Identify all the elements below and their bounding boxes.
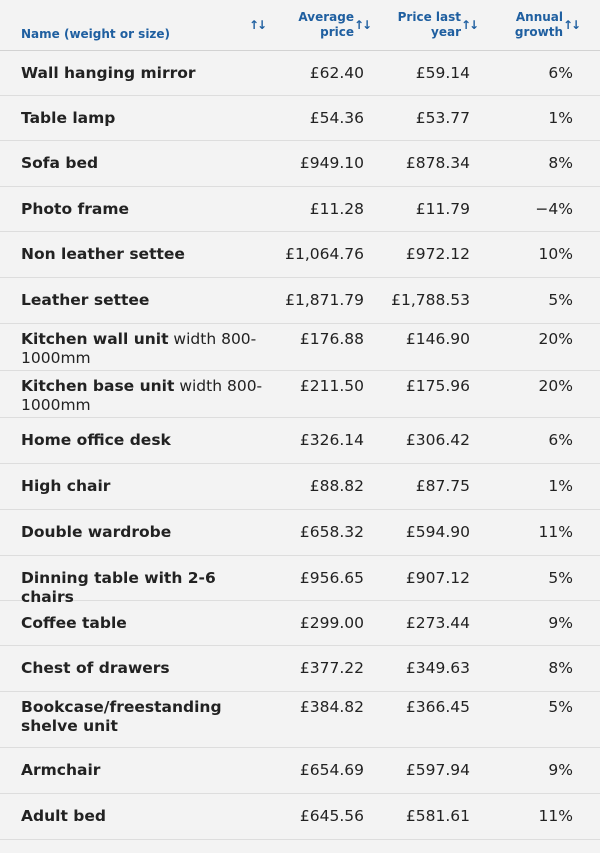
average-price-cell: £11.28	[309, 200, 364, 218]
item-name	[21, 377, 271, 415]
average-price-cell: £658.32	[299, 523, 364, 541]
sort-updown-icon[interactable]: ↑↓	[563, 18, 580, 32]
price-last-year-cell: £87.75	[415, 477, 470, 495]
sort-updown-icon[interactable]: ↑↓	[249, 18, 266, 32]
item-name-label: Wall hanging mirror	[21, 64, 196, 82]
average-price-cell: £377.22	[299, 659, 364, 677]
item-name-label: Non leather settee	[21, 245, 185, 263]
annual-growth-cell: 5%	[548, 291, 573, 309]
item-size-note: width 800-1000mm	[21, 330, 257, 367]
average-price-cell: £299.00	[299, 614, 364, 632]
price-last-year-cell: £53.77	[415, 109, 470, 127]
column-header-annual-growth[interactable]: Annual growth	[514, 10, 563, 39]
item-name	[21, 807, 271, 826]
item-name	[21, 200, 271, 219]
price-last-year-cell: £273.44	[405, 614, 470, 632]
column-header-name[interactable]: Name (weight or size)	[21, 27, 171, 41]
average-price-cell: £326.14	[299, 431, 364, 449]
annual-growth-cell: 20%	[538, 377, 573, 395]
table-row	[0, 692, 600, 748]
price-last-year-cell: £597.94	[405, 761, 470, 779]
sort-updown-icon[interactable]: ↑↓	[461, 18, 478, 32]
table-row	[0, 464, 600, 510]
column-header-price-last-year[interactable]: Price last year	[397, 10, 461, 39]
table-row	[0, 141, 600, 187]
table-row	[0, 748, 600, 794]
average-price-cell: £645.56	[299, 807, 364, 825]
item-name	[21, 431, 271, 450]
item-name	[21, 614, 271, 633]
table-row	[0, 187, 600, 232]
average-price-cell: £88.82	[309, 477, 364, 495]
price-last-year-cell: £972.12	[405, 245, 470, 263]
item-name-label: Dinning table with 2-6 chairs	[21, 569, 216, 606]
table-row	[0, 601, 600, 646]
item-name	[21, 523, 271, 542]
table-row	[0, 510, 600, 556]
average-price-cell: £384.82	[299, 698, 364, 716]
price-last-year-cell: £59.14	[415, 64, 470, 82]
price-last-year-cell: £366.45	[405, 698, 470, 716]
column-header-average-price[interactable]: Average price	[298, 10, 354, 39]
average-price-cell: £176.88	[299, 330, 364, 348]
item-name-label: Double wardrobe	[21, 523, 172, 541]
annual-growth-cell: 11%	[538, 807, 573, 825]
table-row	[0, 96, 600, 141]
item-name	[21, 761, 271, 780]
price-last-year-cell: £878.34	[405, 154, 470, 172]
item-name	[21, 659, 271, 678]
annual-growth-cell: 9%	[548, 761, 573, 779]
annual-growth-cell: 20%	[538, 330, 573, 348]
table-row	[0, 324, 600, 371]
item-name	[21, 154, 271, 173]
average-price-cell: £211.50	[299, 377, 364, 395]
average-price-cell: £1,871.79	[285, 291, 364, 309]
price-last-year-cell: £581.61	[405, 807, 470, 825]
item-name-label: Coffee table	[21, 614, 127, 632]
average-price-cell: £1,064.76	[285, 245, 364, 263]
table-row	[0, 418, 600, 464]
annual-growth-cell: 11%	[538, 523, 573, 541]
table-row	[0, 556, 600, 606]
table-row	[0, 232, 600, 278]
sort-updown-icon[interactable]: ↑↓	[354, 18, 371, 32]
item-name-label: Kitchen wall unit	[21, 330, 169, 348]
average-price-cell: £949.10	[299, 154, 364, 172]
price-last-year-cell: £175.96	[405, 377, 470, 395]
item-name	[21, 109, 271, 128]
annual-growth-cell: 9%	[548, 614, 573, 632]
price-last-year-cell: £146.90	[405, 330, 470, 348]
annual-growth-cell: 6%	[548, 64, 573, 82]
item-size-note: width 800-1000mm	[21, 377, 263, 414]
annual-growth-cell: 8%	[548, 154, 573, 172]
annual-growth-cell: 5%	[548, 698, 573, 716]
item-name	[21, 477, 271, 496]
table-body	[0, 51, 600, 840]
annual-growth-cell: 5%	[548, 569, 573, 587]
table-row	[0, 794, 600, 840]
annual-growth-cell: −4%	[535, 200, 573, 218]
annual-growth-cell: 8%	[548, 659, 573, 677]
price-last-year-cell: £594.90	[405, 523, 470, 541]
item-name-label: Photo frame	[21, 200, 130, 218]
item-name	[21, 64, 271, 83]
annual-growth-cell: 6%	[548, 431, 573, 449]
average-price-cell: £956.65	[299, 569, 364, 587]
average-price-cell: £54.36	[309, 109, 364, 127]
annual-growth-cell: 10%	[538, 245, 573, 263]
item-name	[21, 330, 271, 368]
average-price-cell: £654.69	[299, 761, 364, 779]
table-row	[0, 646, 600, 692]
table-header	[0, 0, 600, 51]
item-name-label: Adult bed	[21, 807, 106, 825]
item-name	[21, 698, 271, 736]
average-price-cell: £62.40	[309, 64, 364, 82]
item-name-label: High chair	[21, 477, 111, 495]
item-name-label: Armchair	[21, 761, 101, 779]
table-row	[0, 51, 600, 96]
price-last-year-cell: £349.63	[405, 659, 470, 677]
price-last-year-cell: £907.12	[405, 569, 470, 587]
price-last-year-cell: £306.42	[405, 431, 470, 449]
price-last-year-cell: £11.79	[415, 200, 470, 218]
table-row	[0, 278, 600, 324]
item-name	[21, 291, 271, 310]
item-name-label: Chest of drawers	[21, 659, 170, 677]
item-name-label: Sofa bed	[21, 154, 99, 172]
price-last-year-cell: £1,788.53	[391, 291, 470, 309]
item-name-label: Bookcase/freestanding shelve unit	[21, 698, 222, 735]
item-name-label: Table lamp	[21, 109, 116, 127]
annual-growth-cell: 1%	[548, 477, 573, 495]
item-name	[21, 245, 271, 264]
table-row	[0, 371, 600, 418]
item-name-label: Home office desk	[21, 431, 171, 449]
item-name-label: Leather settee	[21, 291, 150, 309]
annual-growth-cell: 1%	[548, 109, 573, 127]
item-name-label: Kitchen base unit	[21, 377, 175, 395]
